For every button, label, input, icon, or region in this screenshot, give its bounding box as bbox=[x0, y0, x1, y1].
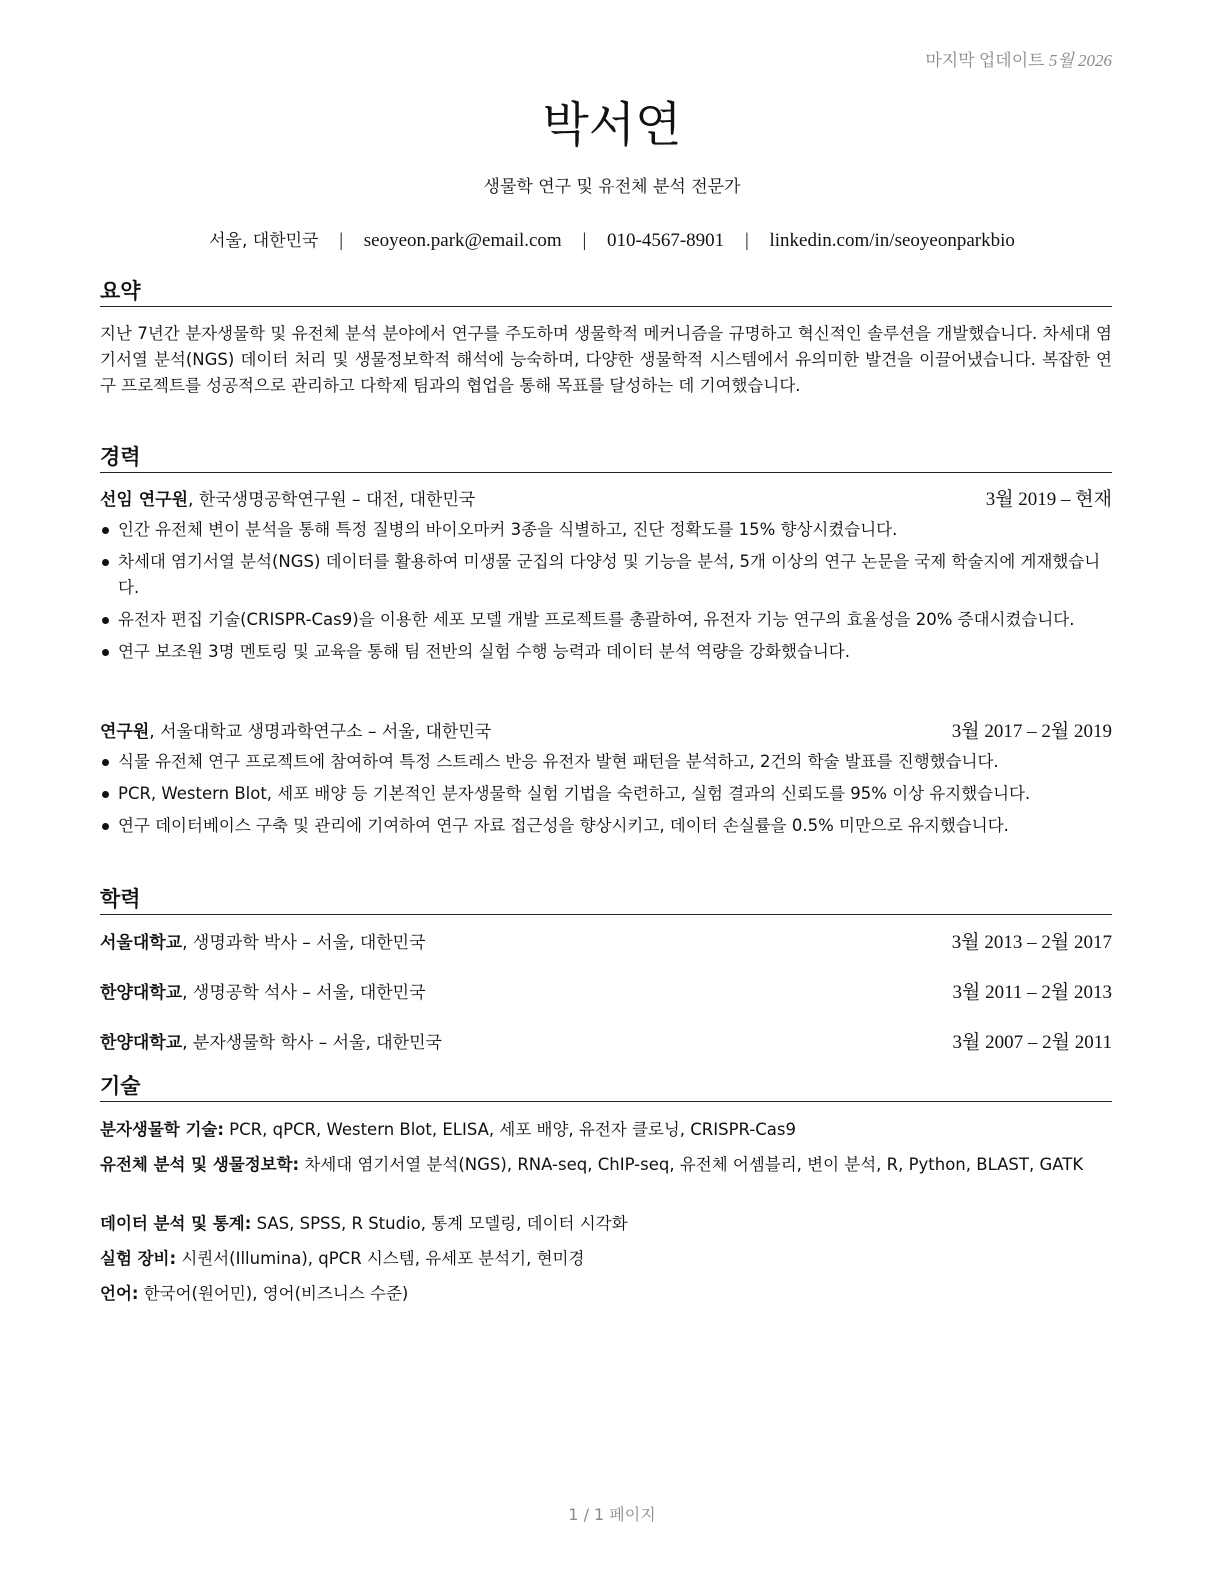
school-name: 한양대학교 bbox=[100, 983, 183, 1003]
section-title-skills: 기술 bbox=[100, 1073, 1112, 1102]
job-org: , 한국생명공학연구원 – 대전, 대한민국 bbox=[188, 490, 476, 510]
education-item bbox=[100, 1031, 1112, 1055]
job-org: , 서울대학교 생명과학연구소 – 서울, 대한민국 bbox=[149, 722, 492, 742]
contact-separator: | bbox=[339, 230, 344, 251]
list-item: 차세대 염기서열 분석(NGS) 데이터를 활용하여 미생물 군집의 다양성 및 기능을 분석, 5개 이상의 연구 논문을 국제 학술지에 게재했습니다. bbox=[100, 549, 1116, 601]
skill-label: 실험 장비: bbox=[100, 1249, 177, 1268]
skill-label: 유전체 분석 및 생물정보학: bbox=[100, 1155, 300, 1174]
last-updated bbox=[925, 46, 1112, 71]
skill-row bbox=[100, 1281, 1116, 1307]
skill-value: 차세대 염기서열 분석(NGS), RNA-seq, ChIP-seq, 유전체 어셈블리, 변이 분석, R, Python, BLAST, GATK bbox=[299, 1155, 1084, 1174]
section-title-summary: 요약 bbox=[100, 278, 1112, 307]
job-role: 연구원 bbox=[100, 722, 150, 742]
skill-value: PCR, qPCR, Western Blot, ELISA, 세포 배양, 유전자 클로닝, CRISPR-Cas9 bbox=[223, 1120, 797, 1139]
contact-email[interactable]: seoyeon.park@email.com bbox=[363, 230, 562, 251]
skill-value: 시퀀서(Illumina), qPCR 시스템, 유세포 분석기, 현미경 bbox=[176, 1249, 585, 1268]
list-item: PCR, Western Blot, 세포 배양 등 기본적인 분자생물학 실험 기법을 숙련하고, 실험 결과의 신뢰도를 95% 이상 유지했습니다. bbox=[100, 781, 1116, 807]
contact-separator: | bbox=[582, 230, 587, 251]
education-item bbox=[100, 981, 1112, 1005]
job-bullets bbox=[100, 749, 1116, 845]
school-name: 한양대학교 bbox=[100, 1033, 183, 1053]
page-title: 박서연 bbox=[542, 97, 682, 153]
skill-label: 데이터 분석 및 통계: bbox=[100, 1214, 252, 1233]
job-header bbox=[100, 720, 1112, 744]
last-updated-month: 5월 bbox=[1048, 51, 1074, 70]
job-role: 선임 연구원 bbox=[100, 490, 189, 510]
degree-detail: , 분자생물학 학사 – 서울, 대한민국 bbox=[182, 1033, 442, 1053]
contact-line bbox=[0, 226, 1224, 252]
contact-phone[interactable]: 010-4567-8901 bbox=[607, 230, 725, 251]
education-date: 3월 2013 – 2월 2017 bbox=[951, 932, 1112, 953]
section-title-experience: 경력 bbox=[100, 444, 1112, 473]
education-item bbox=[100, 931, 1112, 955]
skill-row bbox=[100, 1246, 1116, 1272]
skill-row bbox=[100, 1211, 1116, 1237]
school-name: 서울대학교 bbox=[100, 933, 183, 953]
contact-separator: | bbox=[744, 230, 749, 251]
job-bullets bbox=[100, 517, 1116, 671]
skill-value: 한국어(원어민), 영어(비즈니스 수준) bbox=[138, 1284, 409, 1303]
summary-text: 지난 7년간 분자생물학 및 유전체 분석 분야에서 연구를 주도하며 생물학적 메커니즘을 규명하고 혁신적인 솔루션을 개발했습니다. 차세대 염기서열 분석(NGS) 데이터 처리 및 생물정보학적 해석에 능숙하며, 다양한 생물학적 시스템에서 유의미한 발견을 이끌어냈습니다. 복잡한 연구 프로젝트를 성공적으로 관리하고 다학제 팀과의 협업을 통해 목표를 달성하는 데 기여했습니다. bbox=[100, 324, 1112, 395]
skill-row bbox=[100, 1152, 1116, 1178]
skill-value: SAS, SPSS, R Studio, 통계 모델링, 데이터 시각화 bbox=[251, 1214, 628, 1233]
contact-linkedin[interactable]: linkedin.com/in/seoyeonparkbio bbox=[769, 230, 1015, 251]
contact-location: 서울, 대한민국 bbox=[209, 231, 319, 251]
list-item: 연구 보조원 3명 멘토링 및 교육을 통해 팀 전반의 실험 수행 능력과 데이터 분석 역량을 강화했습니다. bbox=[100, 639, 1116, 665]
degree-detail: , 생명과학 박사 – 서울, 대한민국 bbox=[182, 933, 426, 953]
list-item: 식물 유전체 연구 프로젝트에 참여하여 특정 스트레스 반응 유전자 발현 패턴을 분석하고, 2건의 학술 발표를 진행했습니다. bbox=[100, 749, 1116, 775]
page-number: 1 / 1 페이지 bbox=[568, 1505, 656, 1524]
job-date: 3월 2019 – 현재 bbox=[985, 489, 1112, 510]
section-title-education: 학력 bbox=[100, 886, 1112, 915]
list-item: 유전자 편집 기술(CRISPR-Cas9)을 이용한 세포 모델 개발 프로젝트를 총괄하여, 유전자 기능 연구의 효율성을 20% 증대시켰습니다. bbox=[100, 607, 1116, 633]
last-updated-year: 2026 bbox=[1078, 51, 1112, 70]
degree-detail: , 생명공학 석사 – 서울, 대한민국 bbox=[182, 983, 426, 1003]
job-header bbox=[100, 488, 1112, 512]
education-date: 3월 2007 – 2월 2011 bbox=[952, 1032, 1112, 1053]
list-item: 인간 유전체 변이 분석을 통해 특정 질병의 바이오마커 3종을 식별하고, 진단 정확도를 15% 향상시켰습니다. bbox=[100, 517, 1116, 543]
skill-label: 분자생물학 기술: bbox=[100, 1120, 224, 1139]
job-date: 3월 2017 – 2월 2019 bbox=[951, 721, 1112, 742]
skill-row bbox=[100, 1117, 1116, 1143]
skill-label: 언어: bbox=[100, 1284, 139, 1303]
last-updated-label: 마지막 업데이트 bbox=[925, 51, 1045, 70]
list-item: 연구 데이터베이스 구축 및 관리에 기여하여 연구 자료 접근성을 향상시키고, 데이터 손실률을 0.5% 미만으로 유지했습니다. bbox=[100, 813, 1116, 839]
subtitle: 생물학 연구 및 유전체 분석 전문가 bbox=[483, 177, 741, 197]
education-date: 3월 2011 – 2월 2013 bbox=[952, 982, 1112, 1003]
